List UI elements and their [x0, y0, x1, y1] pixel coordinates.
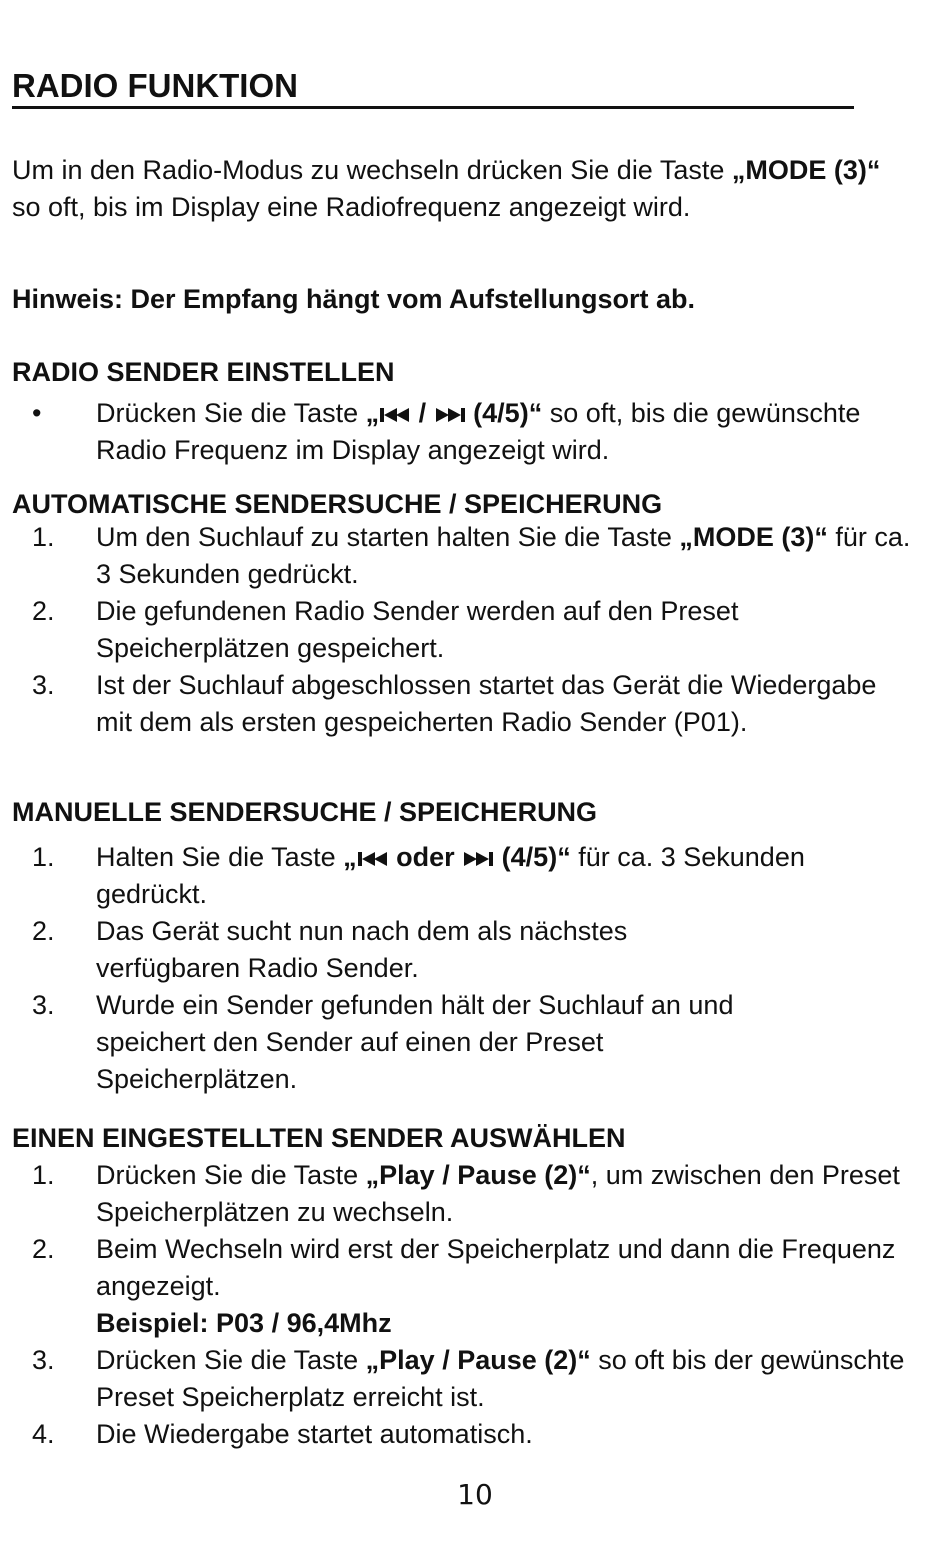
- item-number: 3.: [32, 1345, 55, 1375]
- section-manual-search-list: [12, 839, 912, 1098]
- item-number: 1.: [32, 842, 55, 872]
- list-item: [12, 519, 912, 593]
- item-text: Um den Suchlauf zu starten halten Sie die Taste: [96, 522, 680, 552]
- item-number: 1.: [32, 1160, 55, 1190]
- skip-forward-icon: [462, 850, 494, 868]
- item-text: Die gefundenen Radio Sender werden auf den Preset Speicherplätzen gespeichert.: [96, 596, 739, 663]
- section-heading-select-station: EINEN EINGESTELLTEN SENDER AUSWÄHLEN: [12, 1123, 626, 1153]
- list-item: [12, 839, 912, 913]
- list-item: [12, 593, 912, 667]
- list-item: [12, 913, 912, 987]
- bullet: •: [32, 398, 42, 428]
- item-text: für ca. 3 Sekunden gedrückt.: [96, 842, 805, 909]
- item-text: Halten Sie die Taste: [96, 842, 344, 872]
- item-text: Drücken Sie die Taste: [96, 1160, 366, 1190]
- item-text: so oft bis der gewünschte Preset Speicherplatz erreicht ist.: [96, 1345, 905, 1412]
- list-item: [12, 987, 912, 1098]
- intro-paragraph: [12, 152, 892, 226]
- key-label: „Play / Pause (2)“: [365, 1160, 591, 1190]
- section-radio-tuning-list: [12, 395, 912, 469]
- skip-back-icon: [357, 850, 389, 868]
- item-text: Die Wiedergabe startet automatisch.: [96, 1419, 533, 1449]
- quote-open: „: [343, 842, 357, 872]
- list-item: [12, 395, 912, 469]
- example-text: Beispiel: P03 / 96,4Mhz: [96, 1308, 392, 1338]
- list-item: [12, 1342, 912, 1416]
- item-text: Ist der Suchlauf abgeschlossen startet das Gerät die Wiedergabe mit dem als ersten gespeicherten Radio Sender (P01).: [96, 670, 877, 737]
- item-text: für ca. 3 Sekunden gedrückt.: [96, 522, 911, 589]
- list-item: [12, 1231, 912, 1342]
- key-label: „Play / Pause (2)“: [365, 1345, 591, 1375]
- section-auto-search-list: [12, 519, 912, 741]
- section-select-station-list: [12, 1157, 912, 1453]
- quote-open: „: [365, 398, 380, 428]
- item-number: 4.: [32, 1419, 55, 1449]
- item-number: 1.: [32, 522, 55, 552]
- item-number: 3.: [32, 990, 55, 1020]
- intro-text-2: so oft, bis im Display eine Radiofrequenz angezeigt wird.: [12, 192, 691, 222]
- list-item: [12, 1157, 912, 1231]
- key-label: „MODE (3)“: [679, 522, 828, 552]
- item-number: 2.: [32, 596, 55, 626]
- section-heading-auto-search: AUTOMATISCHE SENDERSUCHE / SPEICHERUNG: [12, 489, 663, 519]
- key-label: (4/5)“: [465, 398, 543, 428]
- intro-text-1: Um in den Radio-Modus zu wechseln drücken Sie die Taste: [12, 155, 732, 185]
- item-text: Beim Wechseln wird erst der Speicherplatz und dann die Frequenz angezeigt.: [96, 1234, 896, 1301]
- key-label: (4/5)“: [494, 842, 571, 872]
- item-text: Wurde ein Sender gefunden hält der Suchlauf an und speichert den Sender auf einen der Preset Speicherplätzen.: [96, 990, 734, 1094]
- section-heading-manual-search: MANUELLE SENDERSUCHE / SPEICHERUNG: [12, 797, 598, 827]
- item-text: Das Gerät sucht nun nach dem als nächstes verfügbaren Radio Sender.: [96, 916, 628, 983]
- skip-back-icon: [379, 406, 411, 424]
- item-text: , um zwischen den Preset Speicherplätzen zu wechseln.: [96, 1160, 900, 1227]
- note-text: Hinweis: Der Empfang hängt vom Aufstellungsort ab.: [12, 284, 696, 314]
- item-number: 2.: [32, 1234, 55, 1264]
- skip-forward-icon: [434, 406, 466, 424]
- list-item: [12, 667, 912, 741]
- item-number: 3.: [32, 670, 55, 700]
- item-text: so oft, bis die gewünschte Radio Frequenz im Display angezeigt wird.: [96, 398, 861, 465]
- item-text: Drücken Sie die Taste: [96, 1345, 366, 1375]
- key-label: oder: [388, 842, 463, 872]
- page-title: RADIO FUNKTION: [12, 66, 854, 109]
- item-text: Drücken Sie die Taste: [96, 398, 366, 428]
- list-item: [12, 1416, 912, 1453]
- slash: /: [411, 398, 434, 428]
- section-heading-radio-tuning: RADIO SENDER EINSTELLEN: [12, 357, 395, 387]
- intro-mode-key: „MODE (3)“: [731, 155, 881, 185]
- item-number: 2.: [32, 916, 55, 946]
- page-number: 10: [457, 1478, 493, 1511]
